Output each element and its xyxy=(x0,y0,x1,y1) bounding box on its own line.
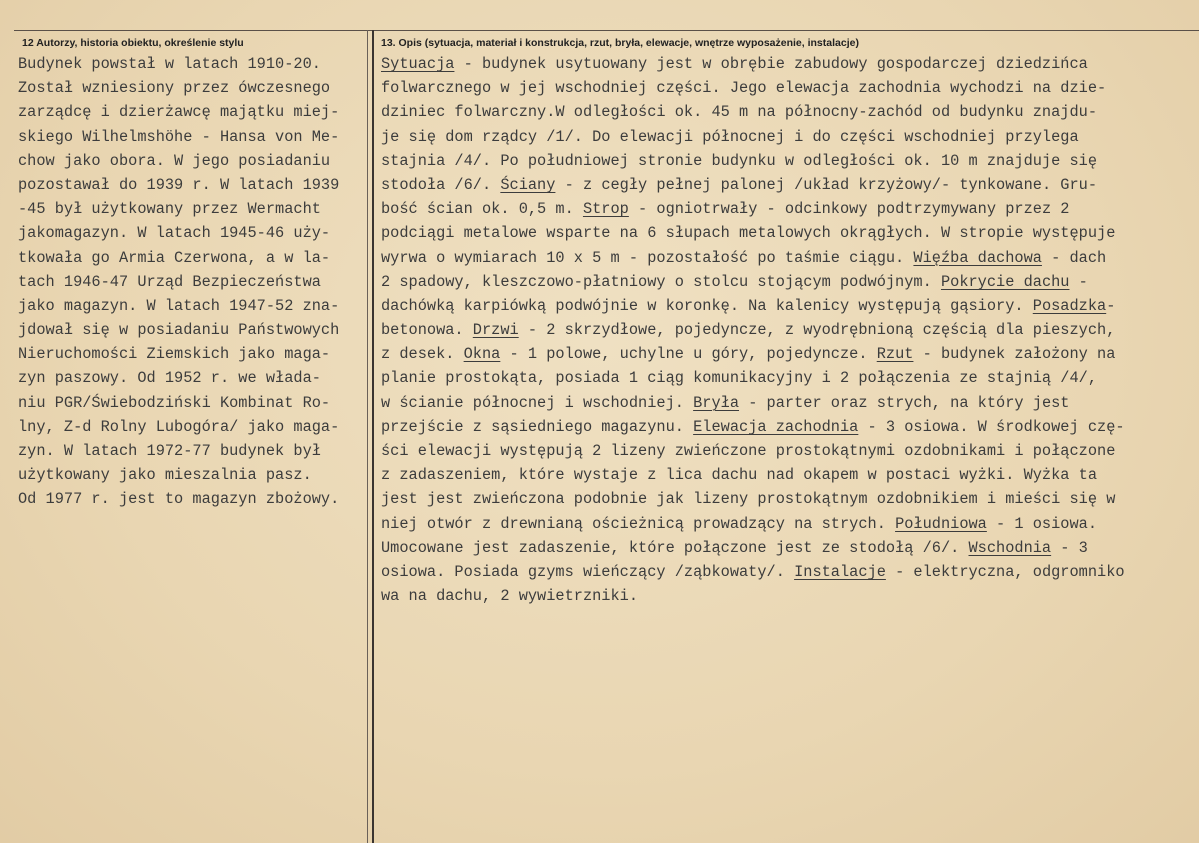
history-line: zyn paszowy. Od 1952 r. we włada- xyxy=(18,369,321,388)
history-line: Od 1977 r. jest to magazyn zbożowy. xyxy=(18,490,340,509)
description-line xyxy=(381,149,1199,173)
description-segment: ści elewacji występują 2 lizeny zwieńczone prostokątnymi ozdobnikami i połączone xyxy=(381,442,1116,460)
description-segment: w ścianie północnej i wschodniej. xyxy=(381,393,694,412)
description-line xyxy=(381,270,1199,294)
history-line: Został wzniesiony przez ówczesnego xyxy=(18,79,331,98)
description-segment: dachówką karpiówką podwójnie w koronkę. Na kalenicy występują gąsiory. xyxy=(381,296,1033,315)
description-segment: betonowa. xyxy=(381,321,473,340)
description-line xyxy=(381,536,1199,560)
description-line xyxy=(381,584,1199,608)
history-line: użytkowany jako mieszalnia pasz. xyxy=(18,466,312,485)
description-segment: - ogniotrwały - odcinkowy podtrzymywany przez 2 xyxy=(628,200,1070,219)
description-segment: - xyxy=(1106,296,1116,315)
description-segment: folwarcznego w jej wschodniej części. Jego elewacja zachodnia wychodzi na dzie- xyxy=(381,79,1107,98)
section-heading: Elewacja zachodnia xyxy=(693,417,859,436)
section-heading: Bryła xyxy=(693,393,740,412)
description-line xyxy=(381,415,1199,439)
section-heading: Południowa xyxy=(895,514,987,533)
section-heading: Sytuacja xyxy=(381,55,455,73)
description-line xyxy=(381,463,1199,487)
description-segment: 2 spadowy, kleszczowo-płatniowy o stolcu stojącym podwójnym. xyxy=(381,272,941,291)
section-heading: Instalacje xyxy=(794,562,886,581)
description-segment: bość ścian ok. 0,5 m. xyxy=(381,200,583,219)
description-text xyxy=(381,52,1199,608)
history-line: jakomagazyn. W latach 1945-46 uży- xyxy=(18,224,331,243)
description-line xyxy=(381,560,1199,584)
history-line: lny, Z-d Rolny Lubogóra/ jako maga- xyxy=(18,417,340,436)
description-segment: niej otwór z drewnianą ościeżnicą prowadzący na strych. xyxy=(381,514,896,533)
description-segment: dziniec folwarczny.W odległości ok. 45 m na północny-zachód od budynku znajdu- xyxy=(381,103,1098,122)
description-line xyxy=(381,52,1199,76)
description-line xyxy=(381,76,1199,100)
section-heading: Strop xyxy=(582,200,629,219)
description-line xyxy=(381,125,1199,149)
description-segment: - xyxy=(1069,272,1088,291)
description-line xyxy=(381,439,1199,463)
description-line xyxy=(381,173,1199,197)
description-segment: przejście z sąsiedniego magazynu. xyxy=(381,417,694,436)
section-heading: Posadzka xyxy=(1032,296,1107,315)
description-segment: jest jest zwieńczona podobnie jak lizeny prostokątnym ozdobnikiem i mieści się w xyxy=(381,490,1116,509)
description-segment: osiowa. Posiada gzyms wieńczący /ząbkowaty/. xyxy=(381,562,795,581)
description-segment: podciągi metalowe wsparte na 6 słupach metalowych okrągłych. W stropie występuje xyxy=(381,224,1116,243)
description-segment: - 3 xyxy=(1051,538,1088,557)
history-line: chow jako obora. W jego posiadaniu xyxy=(18,151,331,170)
history-line: pozostawał do 1939 r. W latach 1939 xyxy=(18,175,340,194)
history-line: Nieruchomości Ziemskich jako maga- xyxy=(18,345,331,364)
description-line xyxy=(381,512,1199,536)
description-segment: stajnia /4/. Po południowej stronie budynku w odległości ok. 10 m znajduje się xyxy=(381,151,1098,170)
description-segment: - 3 osiowa. W środkowej czę- xyxy=(858,417,1125,436)
description-line xyxy=(381,366,1199,390)
description-line xyxy=(381,342,1199,366)
description-segment: - 2 skrzydłowe, pojedyncze, z wyodrębnioną częścią dla pieszych, xyxy=(518,321,1116,340)
description-segment: Umocowane jest zadaszenie, które połączone jest ze stodołą /6/. xyxy=(381,538,969,557)
section-heading: Ściany xyxy=(500,175,556,194)
description-segment: wyrwa o wymiarach 10 x 5 m - pozostałość po taśmie ciągu. xyxy=(381,248,914,267)
description-segment: - dach xyxy=(1041,248,1107,267)
section-13-header: 13. Opis (sytuacja, materiał i konstrukcja, rzut, bryła, elewacje, wnętrze wyposażenie, instalacje) xyxy=(381,37,859,49)
description-line xyxy=(381,197,1199,221)
section-heading: Wschodnia xyxy=(968,538,1052,557)
description-segment: stodoła /6/. xyxy=(381,175,501,194)
history-line: -45 był użytkowany przez Wermacht xyxy=(18,200,321,219)
section-heading: Więźba dachowa xyxy=(913,248,1042,267)
history-line: zyn. W latach 1972-77 budynek był xyxy=(18,442,321,460)
history-line: Budynek powstał w latach 1910-20. xyxy=(18,55,321,73)
history-line: tach 1946-47 Urząd Bezpieczeństwa xyxy=(18,272,321,291)
description-line xyxy=(381,221,1199,245)
history-line: jdował się w posiadaniu Państwowych xyxy=(18,321,340,340)
description-segment: - budynek założony na xyxy=(913,345,1116,364)
description-line xyxy=(381,318,1199,342)
description-segment: - parter oraz strych, na który jest xyxy=(739,393,1070,412)
description-line xyxy=(381,294,1199,318)
description-segment: z zadaszeniem, które wystaje z lica dachu nad okapem w postaci wyżki. Wyżka ta xyxy=(381,466,1098,485)
description-segment: je się dom rządcy /1/. Do elewacji północnej i do części wschodniej przylega xyxy=(381,127,1079,146)
history-line: skiego Wilhelmshöhe - Hansa von Me- xyxy=(18,127,340,146)
section-heading: Pokrycie dachu xyxy=(940,272,1070,291)
history-line: jako magazyn. W latach 1947-52 zna- xyxy=(18,296,340,315)
description-line xyxy=(381,391,1199,415)
description-line xyxy=(381,100,1199,124)
section-12-header: 12 Autorzy, historia obiektu, określenie stylu xyxy=(22,37,244,49)
history-line: tkowała go Armia Czerwona, a w la- xyxy=(18,248,331,267)
history-line: zarządcę i dzierżawcę majątku miej- xyxy=(18,103,340,122)
description-segment: z desek. xyxy=(381,345,464,364)
section-heading: Drzwi xyxy=(472,321,519,340)
description-segment: - z cegły pełnej palonej /układ krzyżowy/- tynkowane. Gru- xyxy=(555,175,1098,194)
description-segment: - 1 polowe, uchylne u góry, pojedyncze. xyxy=(500,345,877,364)
description-segment: wa na dachu, 2 wywietrzniki. xyxy=(381,587,639,606)
section-heading: Okna xyxy=(463,345,501,364)
history-line: niu PGR/Świebodziński Kombinat Ro- xyxy=(18,393,331,412)
column-divider xyxy=(372,30,374,843)
history-text xyxy=(18,52,368,512)
section-heading: Rzut xyxy=(876,345,914,364)
description-segment: - elektryczna, odgromniko xyxy=(885,562,1125,581)
description-segment: - budynek usytuowany jest w obrębie zabudowy gospodarczej dziedzińca xyxy=(454,55,1088,73)
description-line xyxy=(381,487,1199,511)
description-line xyxy=(381,246,1199,270)
description-segment: planie prostokąta, posiada 1 ciąg komunikacyjny i 2 połączenia ze stajnią /4/, xyxy=(381,369,1098,388)
top-rule xyxy=(14,30,1199,31)
description-segment: - 1 osiowa. xyxy=(986,514,1098,533)
